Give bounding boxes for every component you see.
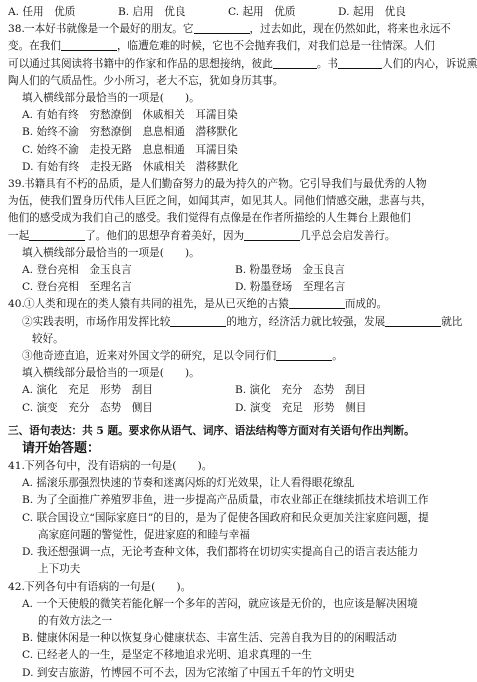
q39-option-a[interactable]: A. 登台亮相 金玉良言	[22, 264, 132, 277]
q39-options-row-1	[8, 262, 448, 279]
q38-option-b[interactable]: B. 始终不渝 穷愁潦倒 息息相通 潜移默化	[22, 126, 238, 139]
q38-option-c[interactable]: C. 始终不渝 走投无路 息息相通 耳濡目染	[22, 143, 238, 156]
q39-line-2: 为伍，使我们置身历代伟人巨匠之间，如闻其声，如见其人。同他们情感交融，悲喜与共，	[8, 195, 432, 208]
q42-option-d[interactable]: D. 到安吉旅游，竹博园不可不去，因为它浓缩了中国五千年的竹文明史	[22, 666, 355, 679]
question-number: 42.	[8, 580, 25, 593]
q39-options-row-2	[8, 279, 448, 296]
q40-line-1	[8, 296, 448, 313]
answer-blank[interactable]	[170, 314, 226, 327]
q38-option-a[interactable]: A. 有始有终 穷愁潦倒 休戚相关 耳濡目染	[22, 109, 238, 122]
q39-line-3: 他们的感受成为我们自己的感受。我们觉得有点像是在作者所描绘的人生舞台上跟他们	[8, 212, 411, 225]
option-b[interactable]: B. 启用 优良	[118, 6, 186, 18]
q40-line-4	[8, 348, 448, 365]
q38-text: ，过去如此，现在仍然如此，将来也永远不	[249, 23, 451, 36]
q41-option-c[interactable]: C. 联合国设立“国际家庭日”的目的，是为了促使各国政府和民众更加关注家庭问题，提	[22, 511, 429, 524]
q38-text: 人们的内心，诉说熏	[382, 57, 477, 70]
q38-prompt: 填入横线部分最恰当的一项是( )。	[22, 92, 200, 105]
q40-option-d[interactable]: D. 演变 充足 形势 侧目	[235, 401, 367, 414]
answer-blank[interactable]	[244, 228, 300, 241]
q39-text: 几乎总会启发善行。	[300, 229, 396, 242]
q41-option-d[interactable]: D. 我还想强调一点，无论考查种文体，我们都将在切切实实提高自己的语言表达能力	[22, 546, 419, 559]
q40-line-3: 较好。	[32, 332, 64, 345]
q38-text: 可以通过其阅读将书籍中的作家和作品的思想接纳，彼此	[8, 57, 273, 70]
option-d[interactable]: D. 起用 优良	[338, 6, 406, 18]
q42-stem	[8, 579, 448, 596]
q41-option-a[interactable]: A. 摇滚乐那强烈快速的节奏和迷离闪烁的灯光效果，让人看得眼花缭乱	[22, 477, 355, 490]
q42-option-c[interactable]: C. 已经老人的一生，是坚定不移地追求光明、追求真理的一生	[22, 649, 312, 662]
q39-option-b[interactable]: B. 粉墨登场 金玉良言	[235, 264, 345, 277]
q42-option-b[interactable]: B. 健康休闲是一种以恢复身心健康状态、丰富生活、完善自我为目的的闲暇活动	[22, 632, 397, 645]
question-38	[8, 21, 477, 176]
q41-text: 下列各句中，没有语病的一句是( )。	[24, 460, 213, 473]
answer-blank[interactable]	[273, 56, 317, 69]
q41-stem	[8, 458, 448, 475]
q39-line-1	[8, 176, 448, 193]
q37-options	[8, 4, 448, 21]
q39-option-c[interactable]: C. 登台亮相 至理名言	[22, 281, 132, 294]
q40-option-a[interactable]: A. 演化 充足 形势 刮目	[22, 384, 153, 397]
answer-blank[interactable]	[338, 56, 382, 69]
option-c[interactable]: C. 起用 优质	[228, 6, 296, 18]
q40-prompt: 填入横线部分最恰当的一项是( )。	[22, 367, 200, 380]
q40-option-c[interactable]: C. 演变 充分 态势 侧目	[22, 401, 153, 414]
q38-line-3	[8, 56, 477, 73]
q40-text: ①人类和现在的类人猿有共同的祖先，是从已灭绝的古猿	[24, 298, 289, 311]
q40-options-row-2	[8, 400, 448, 417]
q38-text: 一本好书就像是一个最好的朋友。它	[24, 23, 194, 36]
answer-prompt: 请开始答题：	[22, 441, 101, 457]
q38-text: ，临遭危难的时候，它也不会抛弃我们，对我们总是一往情深。人们	[116, 40, 435, 53]
q40-line-2	[8, 314, 463, 331]
q39-line-4	[8, 228, 448, 245]
q38-text: 。书	[316, 57, 339, 70]
question-41	[8, 458, 448, 578]
answer-blank[interactable]	[29, 228, 85, 241]
q38-option-d[interactable]: D. 有始有终 走投无路 休戚相关 潜移默化	[22, 160, 239, 173]
q41-option-b[interactable]: B. 为了全面推广养殖罗非鱼，进一步提高产品质量，市农业部正在继续抓技术培训工作	[22, 494, 429, 507]
q38-line-2	[8, 38, 448, 55]
answer-blank[interactable]	[61, 38, 117, 51]
q41-option-d-cont: 上下功夫	[38, 563, 81, 576]
question-42	[8, 579, 448, 682]
question-number: 41.	[8, 460, 25, 473]
q39-text: 书籍具有不朽的品质，是人们勤奋努力的最为持久的产物。它引导我们与最优秀的人物	[24, 178, 427, 191]
q42-text: 下列各句中有语病的一句是( )。	[24, 580, 192, 593]
q40-text: ②实践表明，市场作用发挥比较	[22, 315, 171, 328]
q42-option-a[interactable]: A. 一个天使般的微笑若能化解一个多年的苦闷，就应该是无价的，也应该是解决困境	[22, 597, 418, 610]
q42-option-a-cont: 的有效方法之一	[38, 614, 113, 627]
q40-text: ③他奇迹直追，近来对外国文学的研究，足以令同行们	[22, 350, 277, 363]
option-a[interactable]: A. 任用 优质	[8, 6, 76, 18]
q38-line-4: 陶人们的气质品性。少小所习，老大不忘，犹如身历其事。	[8, 74, 284, 87]
question-40	[8, 296, 463, 416]
q38-text: 变。在我们	[8, 40, 61, 53]
q38-line-1	[8, 21, 451, 38]
q40-text: 。	[332, 350, 343, 363]
q40-text: 就比	[441, 315, 463, 328]
q40-option-b[interactable]: B. 演化 充分 态势 刮目	[235, 384, 367, 397]
question-number: 38.	[8, 23, 25, 36]
q40-options-row-1	[8, 382, 448, 399]
question-number: 40.	[8, 298, 25, 311]
answer-blank[interactable]	[194, 21, 250, 34]
question-number: 39.	[8, 178, 25, 191]
q40-text: 而成的。	[344, 298, 388, 311]
q40-text: 的地方，经济活力就比较强，发展	[226, 315, 386, 328]
q39-text: 了。他们的思想孕育着美好，因为	[85, 229, 245, 242]
answer-blank[interactable]	[276, 348, 332, 361]
question-39	[8, 176, 448, 296]
section-heading: 三、语句表达：共 5 题。要求你从语气、词序、语法结构等方面对有关语句作出判断。	[8, 424, 415, 437]
q39-prompt: 填入横线部分最恰当的一项是( )。	[22, 246, 200, 259]
q41-option-c-cont: 高家庭问题的警觉性，促进家庭的和睦与幸福	[38, 528, 250, 541]
answer-blank[interactable]	[385, 314, 441, 327]
q39-option-d[interactable]: D. 粉墨登场 至理名言	[235, 281, 346, 294]
q39-text: 一起	[8, 229, 30, 242]
answer-blank[interactable]	[289, 296, 345, 309]
